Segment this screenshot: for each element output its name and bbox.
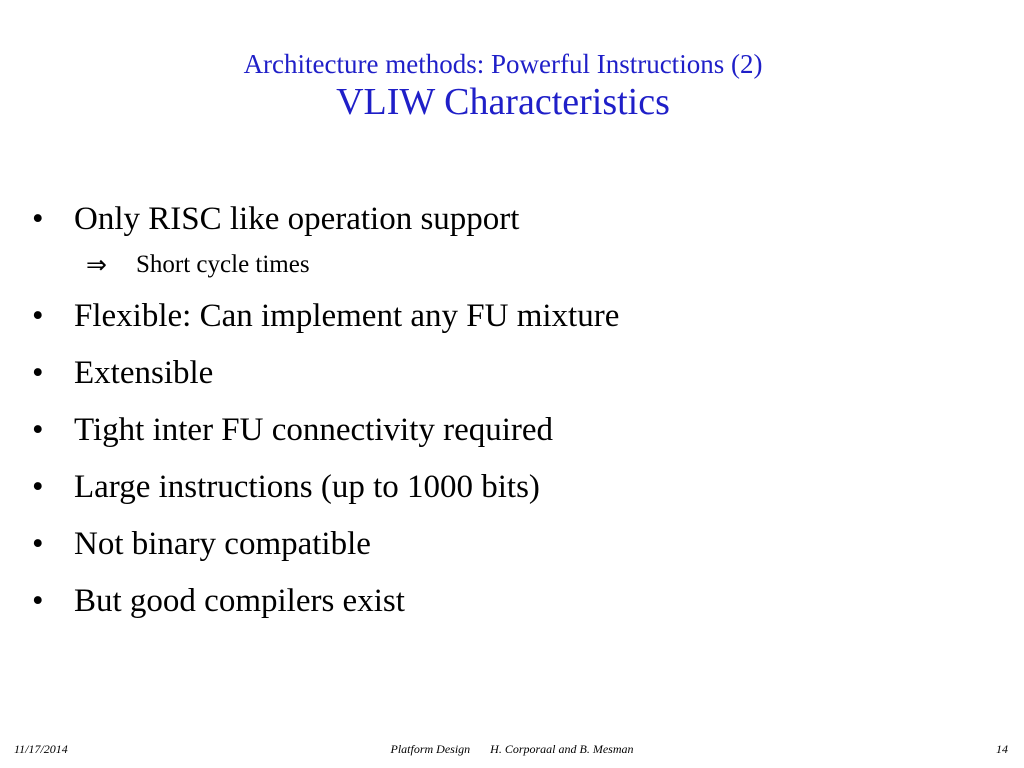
bullet-item-risc-support <box>32 196 992 242</box>
slide-title: VLIW Characteristics <box>336 81 670 123</box>
bullet-dot-icon: • <box>32 526 44 562</box>
sub-bullet-text: Short cycle times <box>136 251 310 278</box>
bullet-dot-icon: • <box>32 583 44 619</box>
footer-authors: H. Corporaal and B. Mesman <box>490 742 634 756</box>
bullet-text: Not binary compatible <box>74 526 371 562</box>
bullet-item-connectivity <box>32 407 992 453</box>
bullet-text: Large instructions (up to 1000 bits) <box>74 469 540 505</box>
implies-arrow-icon: ⇒ <box>86 250 107 279</box>
slide-subtitle: Architecture methods: Powerful Instructions (2) <box>243 49 763 79</box>
bullet-item-extensible <box>32 350 992 396</box>
bullet-list <box>32 196 992 635</box>
sub-bullet-item-short-cycle <box>32 247 992 283</box>
bullet-dot-icon: • <box>32 412 44 448</box>
bullet-text: Extensible <box>74 355 214 391</box>
bullet-text: Only RISC like operation support <box>74 201 520 237</box>
footer-date: 11/17/2014 <box>14 742 68 756</box>
footer-course: Platform Design <box>390 742 471 756</box>
bullet-dot-icon: • <box>32 298 44 334</box>
bullet-item-large-instructions <box>32 464 992 510</box>
bullet-dot-icon: • <box>32 355 44 391</box>
title-block <box>0 48 1006 124</box>
bullet-item-flexible <box>32 293 992 339</box>
footer-center <box>0 741 1024 757</box>
bullet-text: Tight inter FU connectivity required <box>74 412 554 448</box>
bullet-text: But good compilers exist <box>74 583 405 619</box>
footer-page-number: 14 <box>996 742 1008 756</box>
bullet-text: Flexible: Can implement any FU mixture <box>74 298 620 334</box>
bullet-item-compilers <box>32 578 992 624</box>
bullet-dot-icon: • <box>32 469 44 505</box>
bullet-dot-icon: • <box>32 201 44 237</box>
bullet-item-binary-compat <box>32 521 992 567</box>
